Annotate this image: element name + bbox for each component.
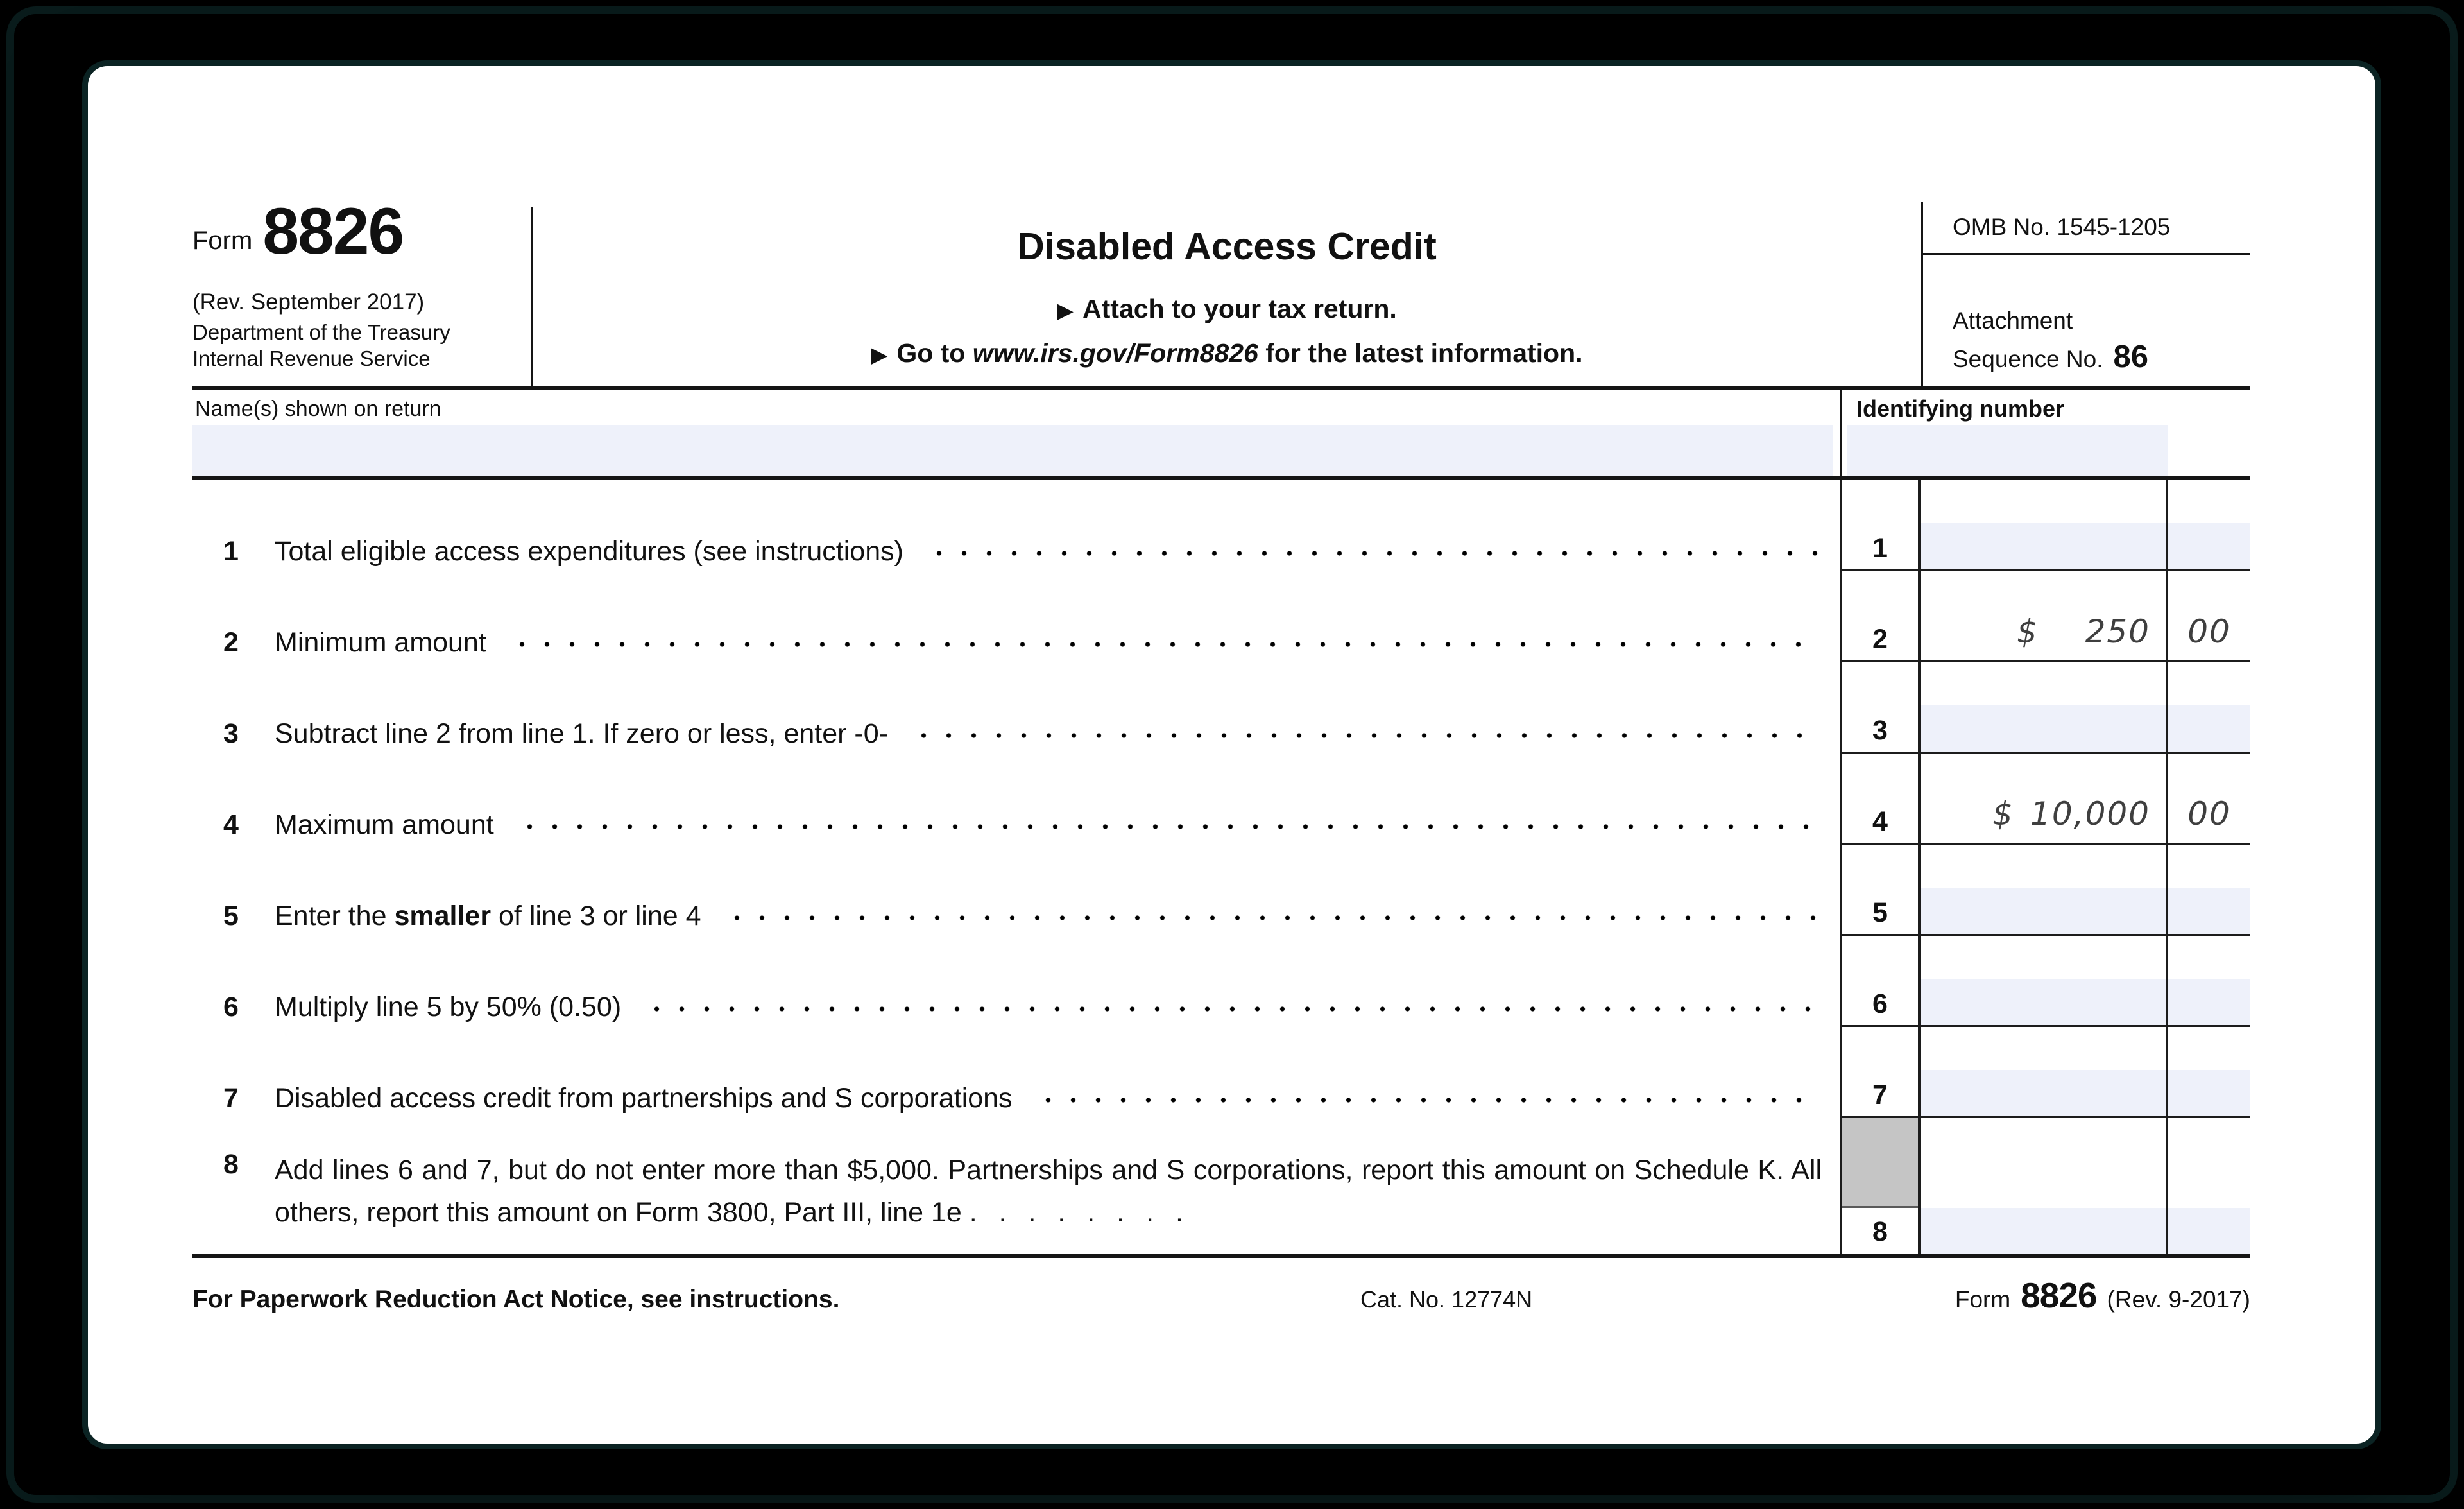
line-4-row [193,754,2250,845]
line-8-shaded-box [1842,1118,1918,1208]
name-label: Name(s) shown on return [195,397,441,421]
amount-value: 250 [2085,613,2150,650]
form-number: 8826 [262,194,404,268]
line-4-preprinted-amount [1921,754,2166,845]
form-header [193,193,2250,390]
line-5-description: Enter the smaller of line 3 or line 4 [275,901,701,931]
line-6-entry-number: 6 [1840,936,1921,1027]
form-department: Department of the Treasury [193,320,450,344]
line-6-cents-input[interactable] [2168,979,2250,1025]
arrow-icon: ▶ [871,342,888,367]
line-8-amount-input[interactable] [1921,1208,2166,1254]
line-3-amount-input[interactable] [1921,705,2166,752]
line-6-number: 6 [223,992,239,1022]
sequence-label: Sequence No. [1953,346,2103,372]
line-1-entry-number: 1 [1840,480,1921,571]
line-3-description: Subtract line 2 from line 1. If zero or less, enter -0- [275,718,888,749]
line-2-description: Minimum amount [275,627,486,658]
line-5-entry-number: 5 [1840,845,1921,936]
line-6-row [193,936,2250,1027]
line-7-description: Disabled access credit from partnerships and S corporations [275,1083,1013,1114]
line-8-cents-input[interactable] [2168,1208,2250,1254]
dollar-sign: $ [1992,795,2014,832]
line-3-number: 3 [223,718,239,749]
line-8-row [193,1118,2250,1254]
amount-value: 10,000 [2030,795,2150,832]
line-5-row [193,845,2250,936]
omb-block [1921,202,2250,386]
line-8-description: Add lines 6 and 7, but do not enter more than $5,000. Partnerships and S corporations, report this amount on Schedule K. All others, report this amount on Form 3800, Part III, line 1e . . . . . . . . [275,1155,1822,1228]
identifying-number-input[interactable] [1847,425,2168,476]
catalog-number: Cat. No. 12774N [1360,1286,1533,1313]
goto-url: www.irs.gov/Form8826 [972,338,1258,368]
form-revision: (Rev. September 2017) [193,289,425,315]
line-1-amount-input[interactable] [1921,523,2166,569]
line-2-preprinted-amount [1921,571,2166,662]
form-word: Form [193,226,253,255]
footer-form-id [1955,1275,2250,1316]
line-8-entry-number: 8 [1872,1216,1888,1247]
identifying-number-label: Identifying number [1856,395,2064,422]
sequence-number: 86 [2113,340,2149,374]
line-3-entry-number: 3 [1840,662,1921,754]
line-1-dot-leader [927,549,1820,557]
line-5-dot-leader [724,914,1820,922]
line-1-description: Total eligible access expenditures (see instructions) [275,536,903,567]
line-5-amount-input[interactable] [1921,888,2166,934]
attachment-label: Attachment [1953,307,2073,334]
goto-instruction [533,338,1921,368]
form-title-block [533,193,1921,386]
line-8-number: 8 [223,1149,239,1180]
form-bottom-rule [193,1254,2250,1258]
line-4-dot-leader [517,823,1820,831]
footer-form-number: 8826 [2021,1275,2097,1315]
line-4-entry-number: 4 [1840,754,1921,845]
form-page [88,66,2375,1444]
attach-instruction [533,294,1921,324]
attach-text: Attach to your tax return. [1082,294,1397,323]
attachment-sequence [1923,255,2250,386]
line-2-entry-number: 2 [1840,571,1921,662]
line-2-number: 2 [223,627,239,658]
line-5-number: 5 [223,901,239,931]
line-2-preprinted-cents [2166,571,2250,662]
line-3-cents-input[interactable] [2168,705,2250,752]
paperwork-notice: For Paperwork Reduction Act Notice, see instructions. [193,1286,840,1313]
name-input[interactable] [193,425,1833,476]
taxpayer-row [193,390,2250,480]
goto-suffix: for the latest information. [1258,338,1583,368]
form-8826 [193,193,2250,1316]
line-7-cents-input[interactable] [2168,1070,2250,1116]
line-5-cents-input[interactable] [2168,888,2250,934]
line-6-description: Multiply line 5 by 50% (0.50) [275,992,622,1022]
line-1-number: 1 [223,536,239,567]
form-footer [193,1275,2250,1316]
line-7-amount-input[interactable] [1921,1070,2166,1116]
line-1-row [193,480,2250,571]
arrow-icon: ▶ [1057,298,1074,323]
line-8-dot-leader: . . . . . . . . [969,1197,1183,1228]
dollar-sign: $ [2017,613,2039,650]
line-2-dot-leader [509,641,1820,648]
line-7-number: 7 [223,1083,239,1114]
line-1-cents-input[interactable] [2168,523,2250,569]
line-3-row [193,662,2250,754]
form-agency: Internal Revenue Service [193,346,431,370]
omb-number: OMB No. 1545-1205 [1923,202,2250,255]
footer-revision: (Rev. 9-2017) [2107,1286,2250,1313]
form-identity-block [193,194,526,372]
line-6-amount-input[interactable] [1921,979,2166,1025]
page-title: Disabled Access Credit [1017,225,1437,268]
line-4-description: Maximum amount [275,809,494,840]
line-4-preprinted-cents [2166,754,2250,845]
line-7-row [193,1027,2250,1118]
line-2-row [193,571,2250,662]
cents-value: 00 [2187,613,2231,650]
cents-value: 00 [2187,795,2231,832]
line-7-dot-leader [1036,1096,1820,1104]
line-4-number: 4 [223,809,239,840]
line-6-dot-leader [644,1005,1820,1013]
goto-prefix: Go to [896,338,973,368]
line-7-entry-number: 7 [1840,1027,1921,1118]
line-3-dot-leader [911,732,1820,739]
footer-form-word: Form [1955,1286,2011,1313]
